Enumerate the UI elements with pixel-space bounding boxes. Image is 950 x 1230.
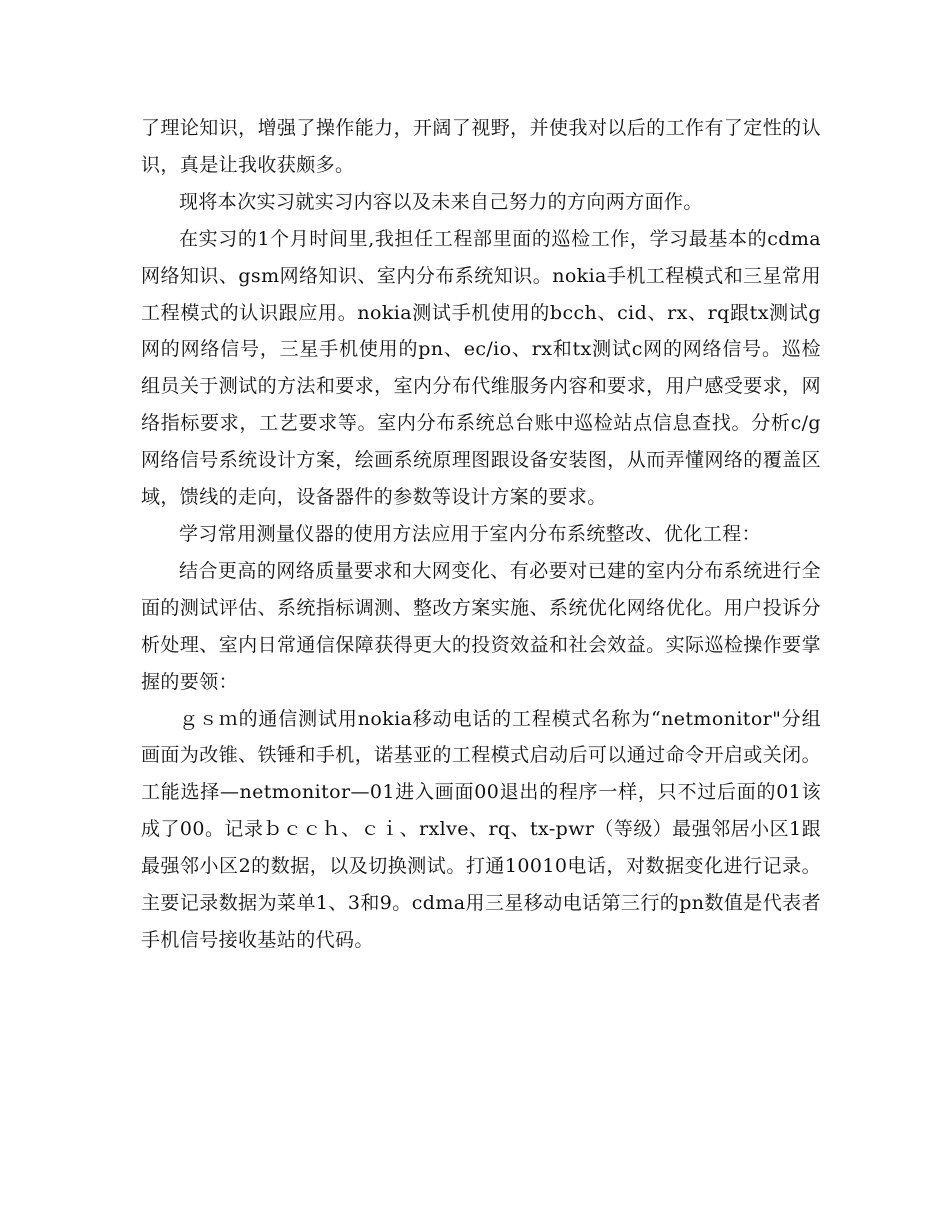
paragraph-1: 了理论知识，增强了操作能力，开阔了视野，并使我对以后的工作有了定性的认识，真是让我收获颇多。 <box>141 117 821 176</box>
paragraph-2: 现将本次实习就实习内容以及未来自己努力的方向两方面作。 <box>179 190 703 213</box>
paragraph-3: 在实习的1个月时间里,我担任工程部里面的巡检工作，学习最基本的cdma网络知识、gsm网络知识、室内分布系统知识。nokia手机工程模式和三星常用工程模式的认识跟应用。nokia测试手机使用的bcch、cid、rx、rq跟tx测试g网的网络信号，三星手机使用的pn、ec/io、rx和tx测试c网的网络信号。巡检组员关于测试的方法和要求，室内分布代维服务内容和要求，用户感受要求，网络指标要求，工艺要求等。室内分布系统总台账中巡检站点信息查找。分析c/g网络信号系统设计方案，绘画系统原理图跟设备安装图，从而弄懂网络的覆盖区域，馈线的走向，设备器件的参数等设计方案的要求。 <box>141 227 821 509</box>
paragraph-5: 结合更高的网络质量要求和大网变化、有必要对已建的室内分布系统进行全面的测试评估、系统指标调测、整改方案实施、系统优化网络优化。用户投诉分析处理、室内日常通信保障获得更大的投资效益和社会效益。实际巡检操作要掌握的要领： <box>141 559 821 693</box>
paragraph-4: 学习常用测量仪器的使用方法应用于室内分布系统整改、优化工程： <box>179 522 762 545</box>
paragraph-6: ｇｓｍ的通信测试用nokia移动电话的工程模式名称为“netmonitor"分组画面为改锥、铁锤和手机，诺基亚的工程模式启动后可以通过命令开启或关闭。工能选择—netmonitor—01进入画面00退出的程序一样，只不过后面的01该成了00。记录ｂｃｃｈ、ｃｉ、rxlve、rq、tx-pwr（等级）最强邻居小区1跟最强邻小区2的数据，以及切换测试。打通10010电话，对数据变化进行记录。主要记录数据为菜单1、3和9。cdma用三星移动电话第三行的pn数值是代表者手机信号接收基站的代码。 <box>141 707 821 951</box>
document-body <box>141 110 821 959</box>
